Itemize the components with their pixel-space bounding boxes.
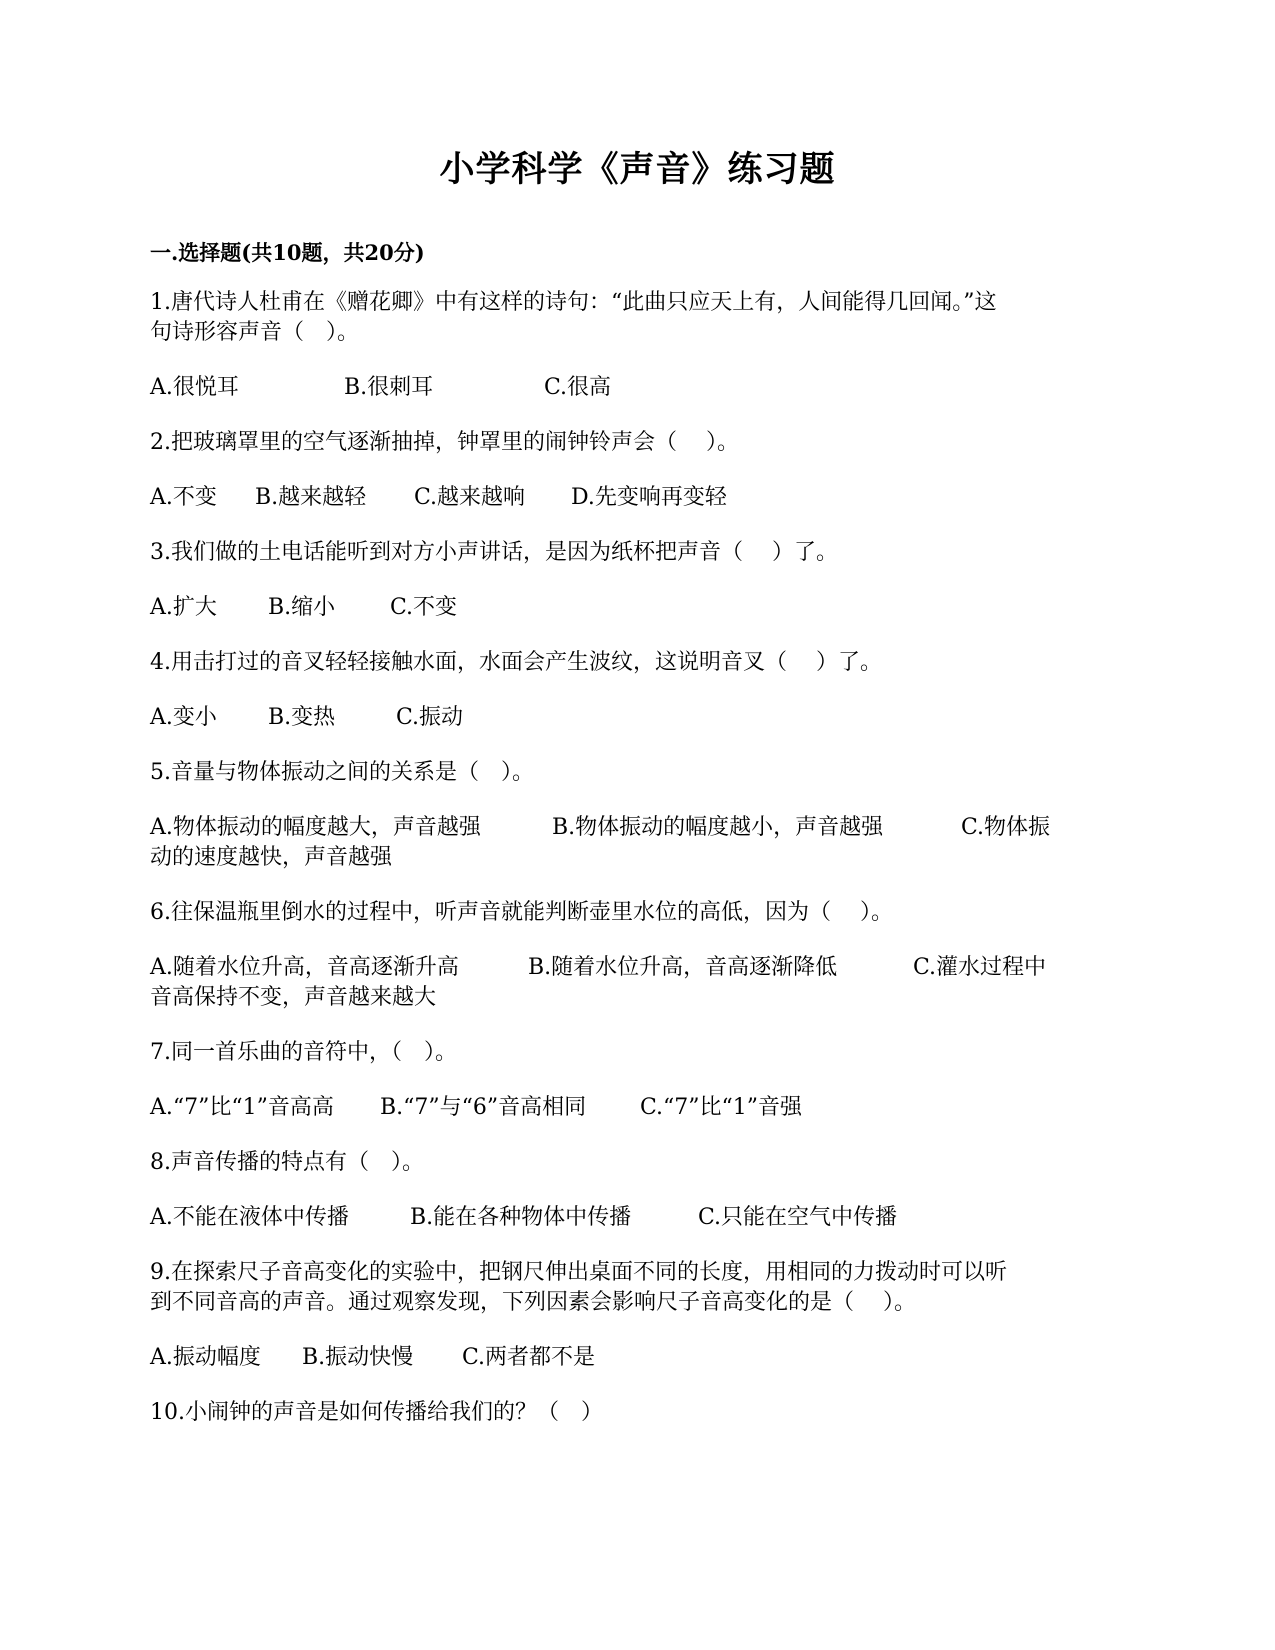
option-a: A.物体振动的幅度越大，声音越强 [150,815,481,840]
option-a: A.振动幅度 [150,1345,261,1370]
option-a: A.不能在液体中传播 [150,1205,349,1230]
option-c: C.两者都不是 [462,1345,596,1370]
option-c: C.不变 [390,595,458,620]
option-c: C.振动 [396,705,464,730]
option-b: B.很刺耳 [344,375,434,400]
page-title: 小学科学《声音》练习题 [439,149,836,190]
option-c: C.灌水过程中 [913,955,1047,980]
question-6-line-1: 6.往保温瓶里倒水的过程中，听声音就能判断壶里水位的高低，因为（ ）。 [150,900,893,925]
question-1-line-1: 1.唐代诗人杜甫在《赠花卿》中有这样的诗句：“此曲只应天上有，人间能得几回闻。”这 [150,290,997,315]
question-8-line-1: 8.声音传播的特点有（ ）。 [150,1150,424,1175]
option-b: B.越来越轻 [255,485,367,510]
option-c: C.很高 [544,375,612,400]
question-5-line-1: 5.音量与物体振动之间的关系是（ ）。 [150,760,534,785]
question-5-option-continuation: 动的速度越快，声音越强 [150,845,393,870]
question-6-option-continuation: 音高保持不变，声音越来越大 [150,985,437,1010]
question-3-line-1: 3.我们做的土电话能听到对方小声讲话，是因为纸杯把声音（ ）了。 [150,540,838,565]
option-b: B.“7”与“6”音高相同 [380,1095,587,1120]
option-b: B.缩小 [268,595,336,620]
option-b: B.振动快慢 [302,1345,414,1370]
question-9-line-1: 9.在探索尺子音高变化的实验中，把钢尺伸出桌面不同的长度，用相同的力拨动时可以听 [150,1260,1007,1285]
section-heading: 一.选择题(共10题，共20分) [150,240,425,265]
option-c: C.只能在空气中传播 [698,1205,898,1230]
option-a: A.变小 [150,705,217,730]
option-a: A.不变 [150,485,217,510]
option-d: D.先变响再变轻 [571,485,727,510]
option-c: C.越来越响 [414,485,526,510]
option-c: C.“7”比“1”音强 [640,1095,803,1120]
question-4-line-1: 4.用击打过的音叉轻轻接触水面，水面会产生波纹，这说明音叉（ ）了。 [150,650,882,675]
option-a: A.扩大 [150,595,217,620]
option-c: C.物体振 [961,815,1051,840]
option-b: B.变热 [268,705,336,730]
option-b: B.能在各种物体中传播 [410,1205,632,1230]
option-a: A.很悦耳 [150,375,239,400]
option-b: B.随着水位升高，音高逐渐降低 [528,955,838,980]
option-a: A.“7”比“1”音高高 [150,1095,334,1120]
question-1-line-2: 句诗形容声音（ ）。 [150,320,360,345]
question-10-line-1: 10.小闹钟的声音是如何传播给我们的？（ ） [150,1400,603,1425]
question-9-line-2: 到不同音高的声音。通过观察发现，下列因素会影响尺子音高变化的是（ ）。 [150,1290,916,1315]
option-a: A.随着水位升高，音高逐渐升高 [150,955,459,980]
option-b: B.物体振动的幅度越小，声音越强 [552,815,884,840]
question-7-line-1: 7.同一首乐曲的音符中，（ ）。 [150,1040,457,1065]
question-2-line-1: 2.把玻璃罩里的空气逐渐抽掉，钟罩里的闹钟铃声会（ ）。 [150,430,739,455]
